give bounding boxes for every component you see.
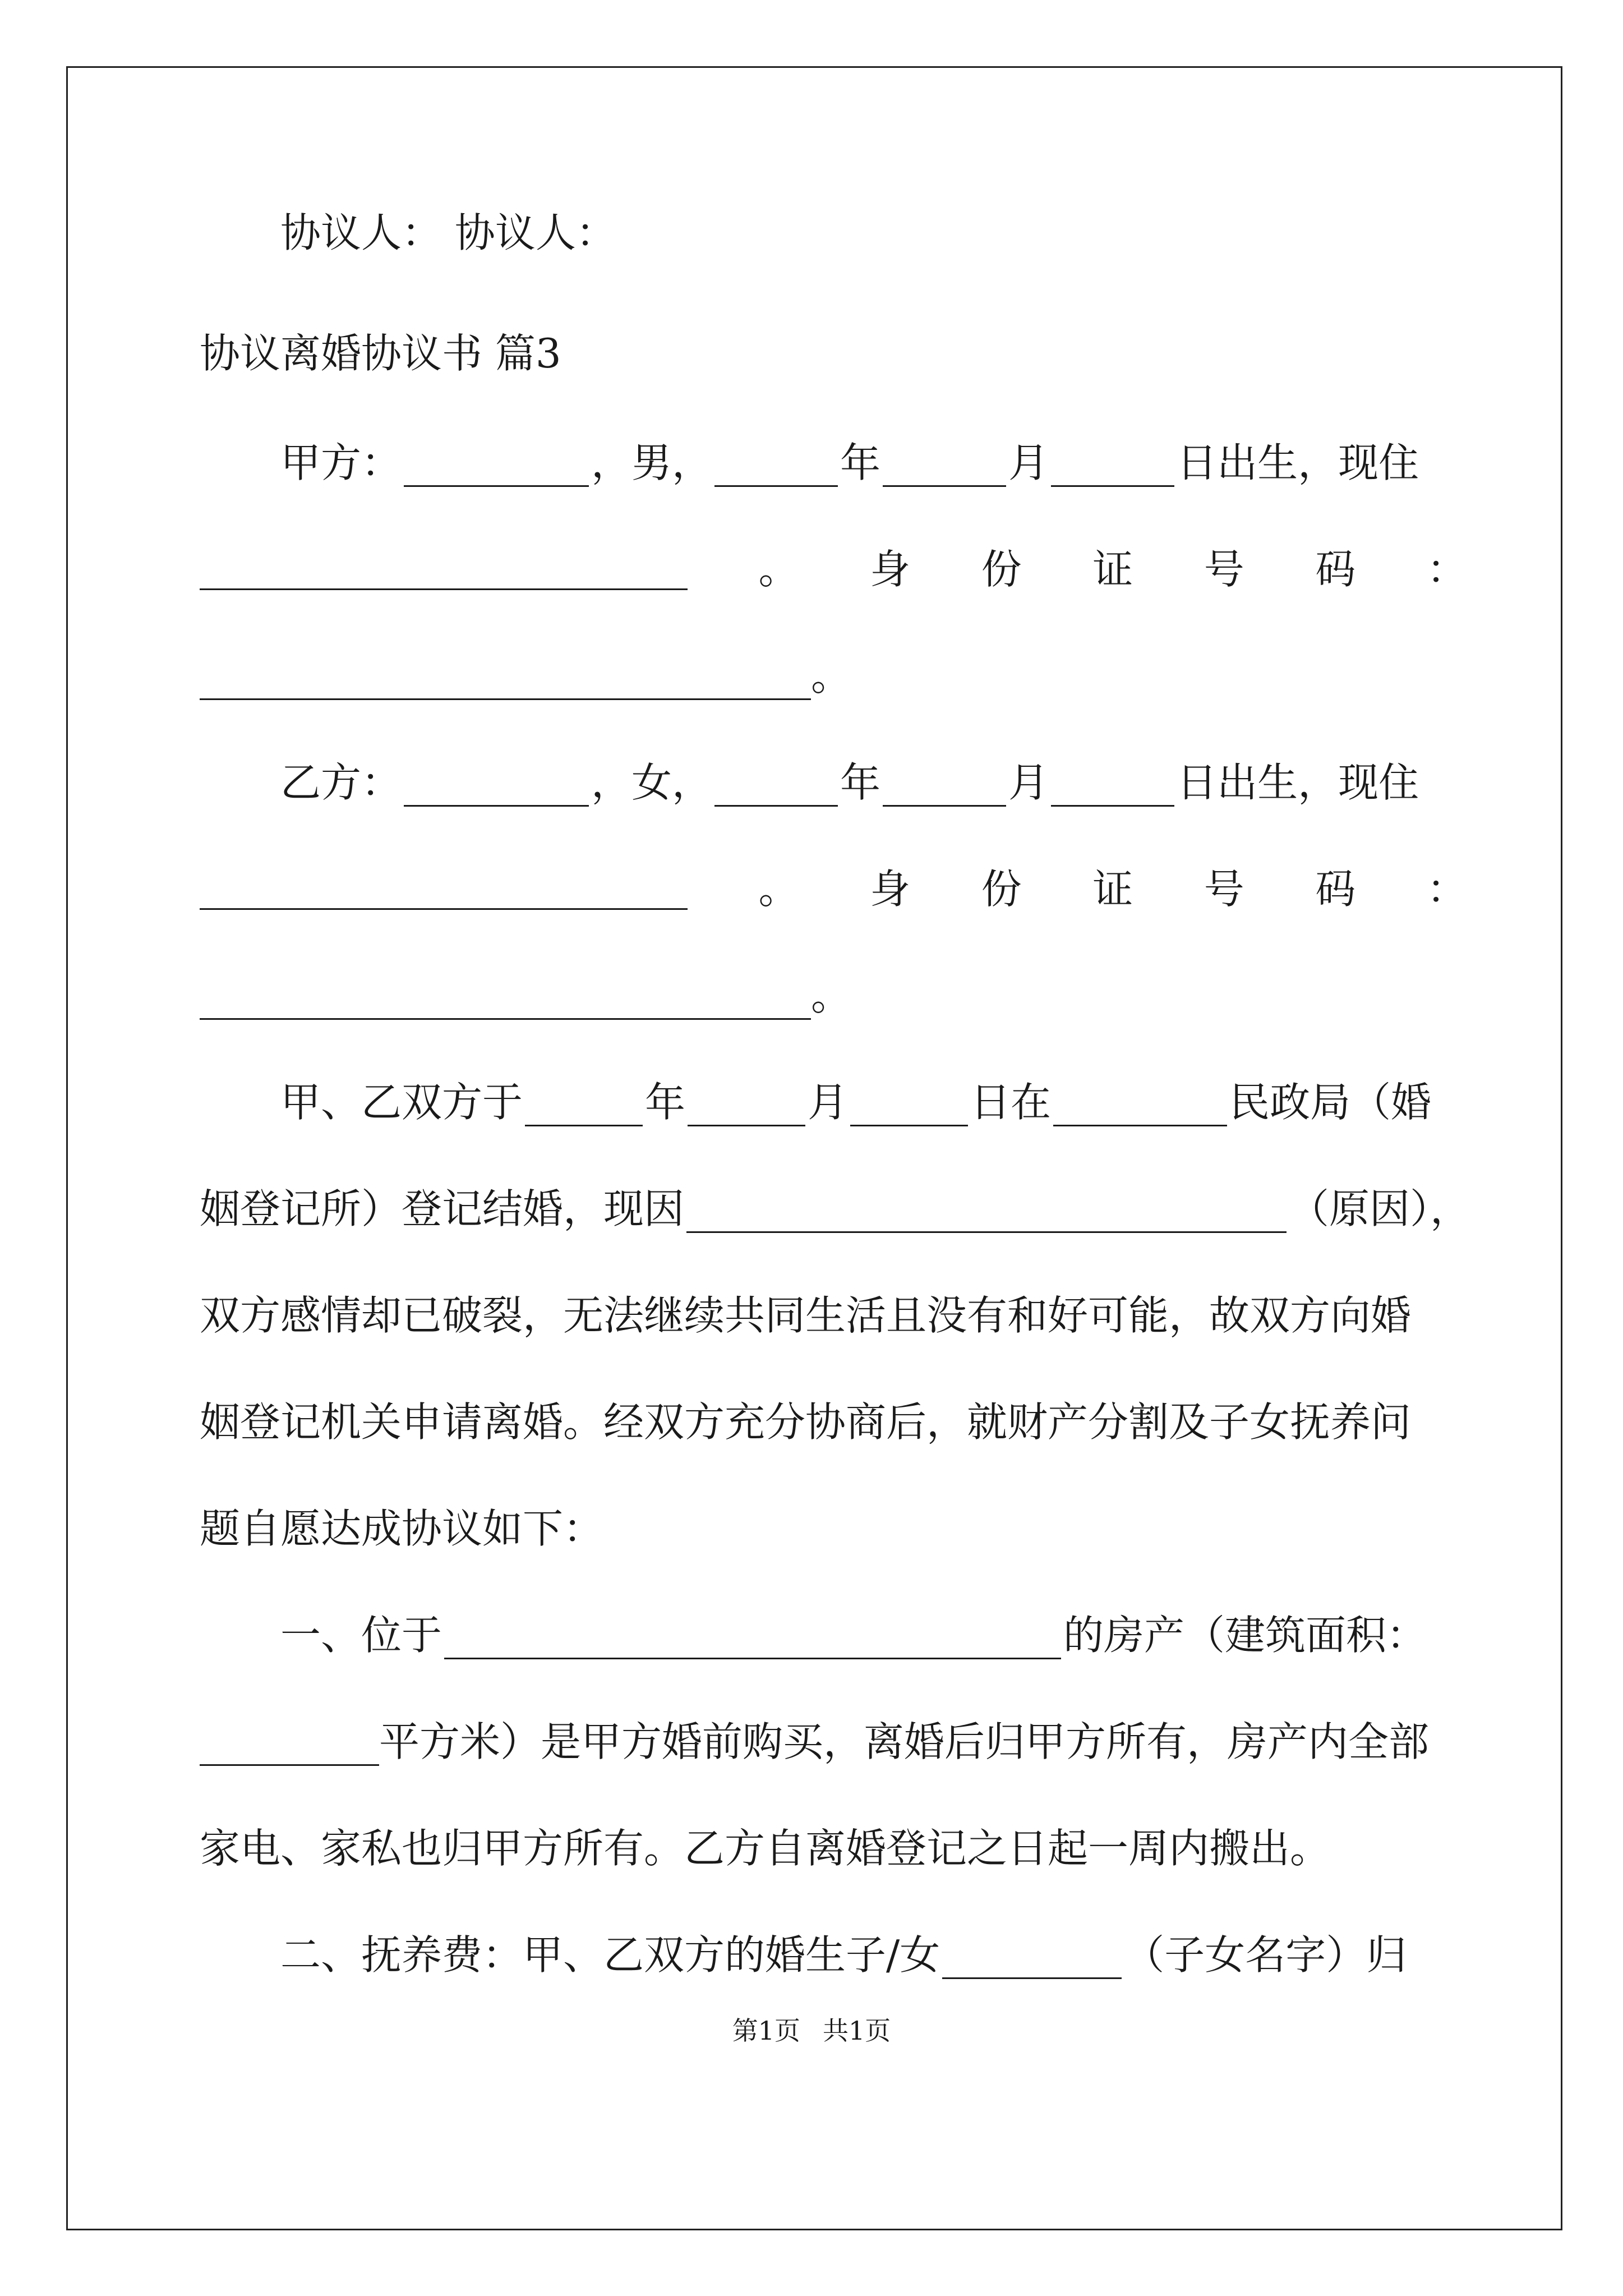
party-a-line-3	[200, 645, 1467, 707]
marriage-day-label: 日在	[970, 1079, 1052, 1126]
party-b-month-label: 月	[1008, 759, 1049, 806]
party-a-birth-address: 日出生，现住	[1177, 439, 1419, 486]
marriage-month-label: 月	[808, 1079, 849, 1126]
party-b-month-blank	[883, 766, 1006, 807]
party-a-id-char: 证	[1092, 546, 1133, 593]
clause-2-text: （子女名字）归	[1124, 1931, 1407, 1978]
party-b-label: 乙方：	[280, 759, 402, 806]
party-b-id-blank	[200, 979, 811, 1020]
page-number: 第1页	[732, 2016, 800, 2046]
party-b-id-char: 码	[1315, 866, 1356, 913]
marriage-line-1	[280, 1071, 1467, 1133]
party-b-id-char: 份	[981, 866, 1022, 913]
clause-2-line-1	[280, 1924, 1467, 1986]
clause-1-line-1	[280, 1604, 1467, 1666]
party-a-address-blank	[200, 549, 688, 590]
marriage-line-5	[200, 1498, 1467, 1559]
marriage-text: 甲、乙双方于	[280, 1079, 523, 1126]
party-b-gender: ，女，	[591, 759, 713, 806]
document-heading	[200, 323, 1467, 384]
party-a-line-2	[200, 539, 1467, 600]
party-a-year-label: 年	[840, 439, 881, 486]
party-b-address-blank	[200, 869, 688, 910]
party-b-birth-address: 日出生，现住	[1177, 759, 1419, 806]
party-a-month-blank	[883, 446, 1006, 487]
party-a-id-char: 身	[870, 546, 911, 593]
party-a-month-label: 月	[1008, 439, 1049, 486]
marriage-line-4	[200, 1391, 1467, 1453]
clause-1-text: 家电、家私也归甲方所有。乙方自离婚登记之日起一周内搬出。	[200, 1825, 1331, 1872]
party-a-year-blank	[714, 446, 838, 487]
heading-text: 协议离婚协议书 篇3	[200, 330, 561, 377]
party-b-name-blank	[404, 766, 589, 807]
marriage-text: 姻登记所）登记结婚，现因	[200, 1185, 685, 1232]
party-a-gender: ，男，	[591, 439, 713, 486]
marriage-text: 民政局（婚	[1229, 1079, 1432, 1126]
party-b-year-label: 年	[840, 759, 881, 806]
party-a-id-char: 号	[1204, 546, 1244, 593]
party-b-line-2	[200, 858, 1467, 920]
reason-label: （原因），	[1289, 1185, 1471, 1232]
party-b-id-char: 身	[870, 866, 911, 913]
party-b-id-colon: ：	[1426, 866, 1467, 913]
party-a-id-colon: ：	[1426, 546, 1467, 593]
marriage-year-label: 年	[645, 1079, 686, 1126]
marriage-year-blank	[525, 1085, 643, 1126]
party-b-year-blank	[714, 766, 838, 807]
marriage-day-blank	[850, 1085, 968, 1126]
party-a-label: 甲方：	[280, 439, 402, 486]
party-a-name-blank	[404, 446, 589, 487]
clause-1-line-2	[200, 1711, 1467, 1773]
clause-2-text: 二、抚养费：甲、乙双方的婚生子/女	[280, 1931, 940, 1978]
clause-1-text: 平方米）是甲方婚前购买，离婚后归甲方所有，房产内全部	[379, 1718, 1430, 1765]
civil-affairs-blank	[1053, 1085, 1227, 1126]
party-b-end: 。	[811, 972, 852, 1019]
party-b-id-char: 号	[1204, 866, 1244, 913]
clause-1-text: 的房产（建筑面积：	[1063, 1612, 1427, 1659]
marriage-text: 双方感情却已破裂，无法继续共同生活且没有和好可能，故双方向婚	[200, 1292, 1412, 1339]
party-b-day-blank	[1051, 766, 1174, 807]
party-a-period: 。	[758, 546, 799, 593]
reason-blank	[686, 1192, 1287, 1233]
signers-text: 协议人： 协议人：	[280, 209, 616, 256]
party-a-id-char: 份	[981, 546, 1022, 593]
party-a-line-1	[280, 432, 1467, 494]
party-b-line-1	[280, 752, 1467, 813]
marriage-line-2	[200, 1178, 1471, 1240]
marriage-text: 姻登记机关申请离婚。经双方充分协商后，就财产分割及子女抚养问	[200, 1398, 1412, 1446]
party-a-end: 。	[811, 652, 852, 700]
marriage-text: 题自愿达成协议如下：	[200, 1505, 604, 1552]
page-border	[66, 66, 1562, 2230]
property-location-blank	[444, 1618, 1061, 1659]
marriage-line-3	[200, 1285, 1467, 1346]
clause-1-text: 一、位于	[280, 1612, 442, 1659]
page-footer	[0, 2014, 1623, 2047]
party-b-line-3	[200, 965, 1467, 1027]
party-a-id-blank	[200, 659, 811, 700]
party-a-day-blank	[1051, 446, 1174, 487]
clause-1-line-3	[200, 1818, 1467, 1879]
page-total: 共1页	[823, 2016, 891, 2046]
child-name-blank	[942, 1938, 1122, 1979]
party-b-period: 。	[758, 866, 799, 913]
signers-line	[280, 202, 1467, 264]
party-a-id-char: 码	[1315, 546, 1356, 593]
property-area-blank	[200, 1725, 379, 1766]
marriage-month-blank	[688, 1085, 805, 1126]
party-b-id-char: 证	[1092, 866, 1133, 913]
